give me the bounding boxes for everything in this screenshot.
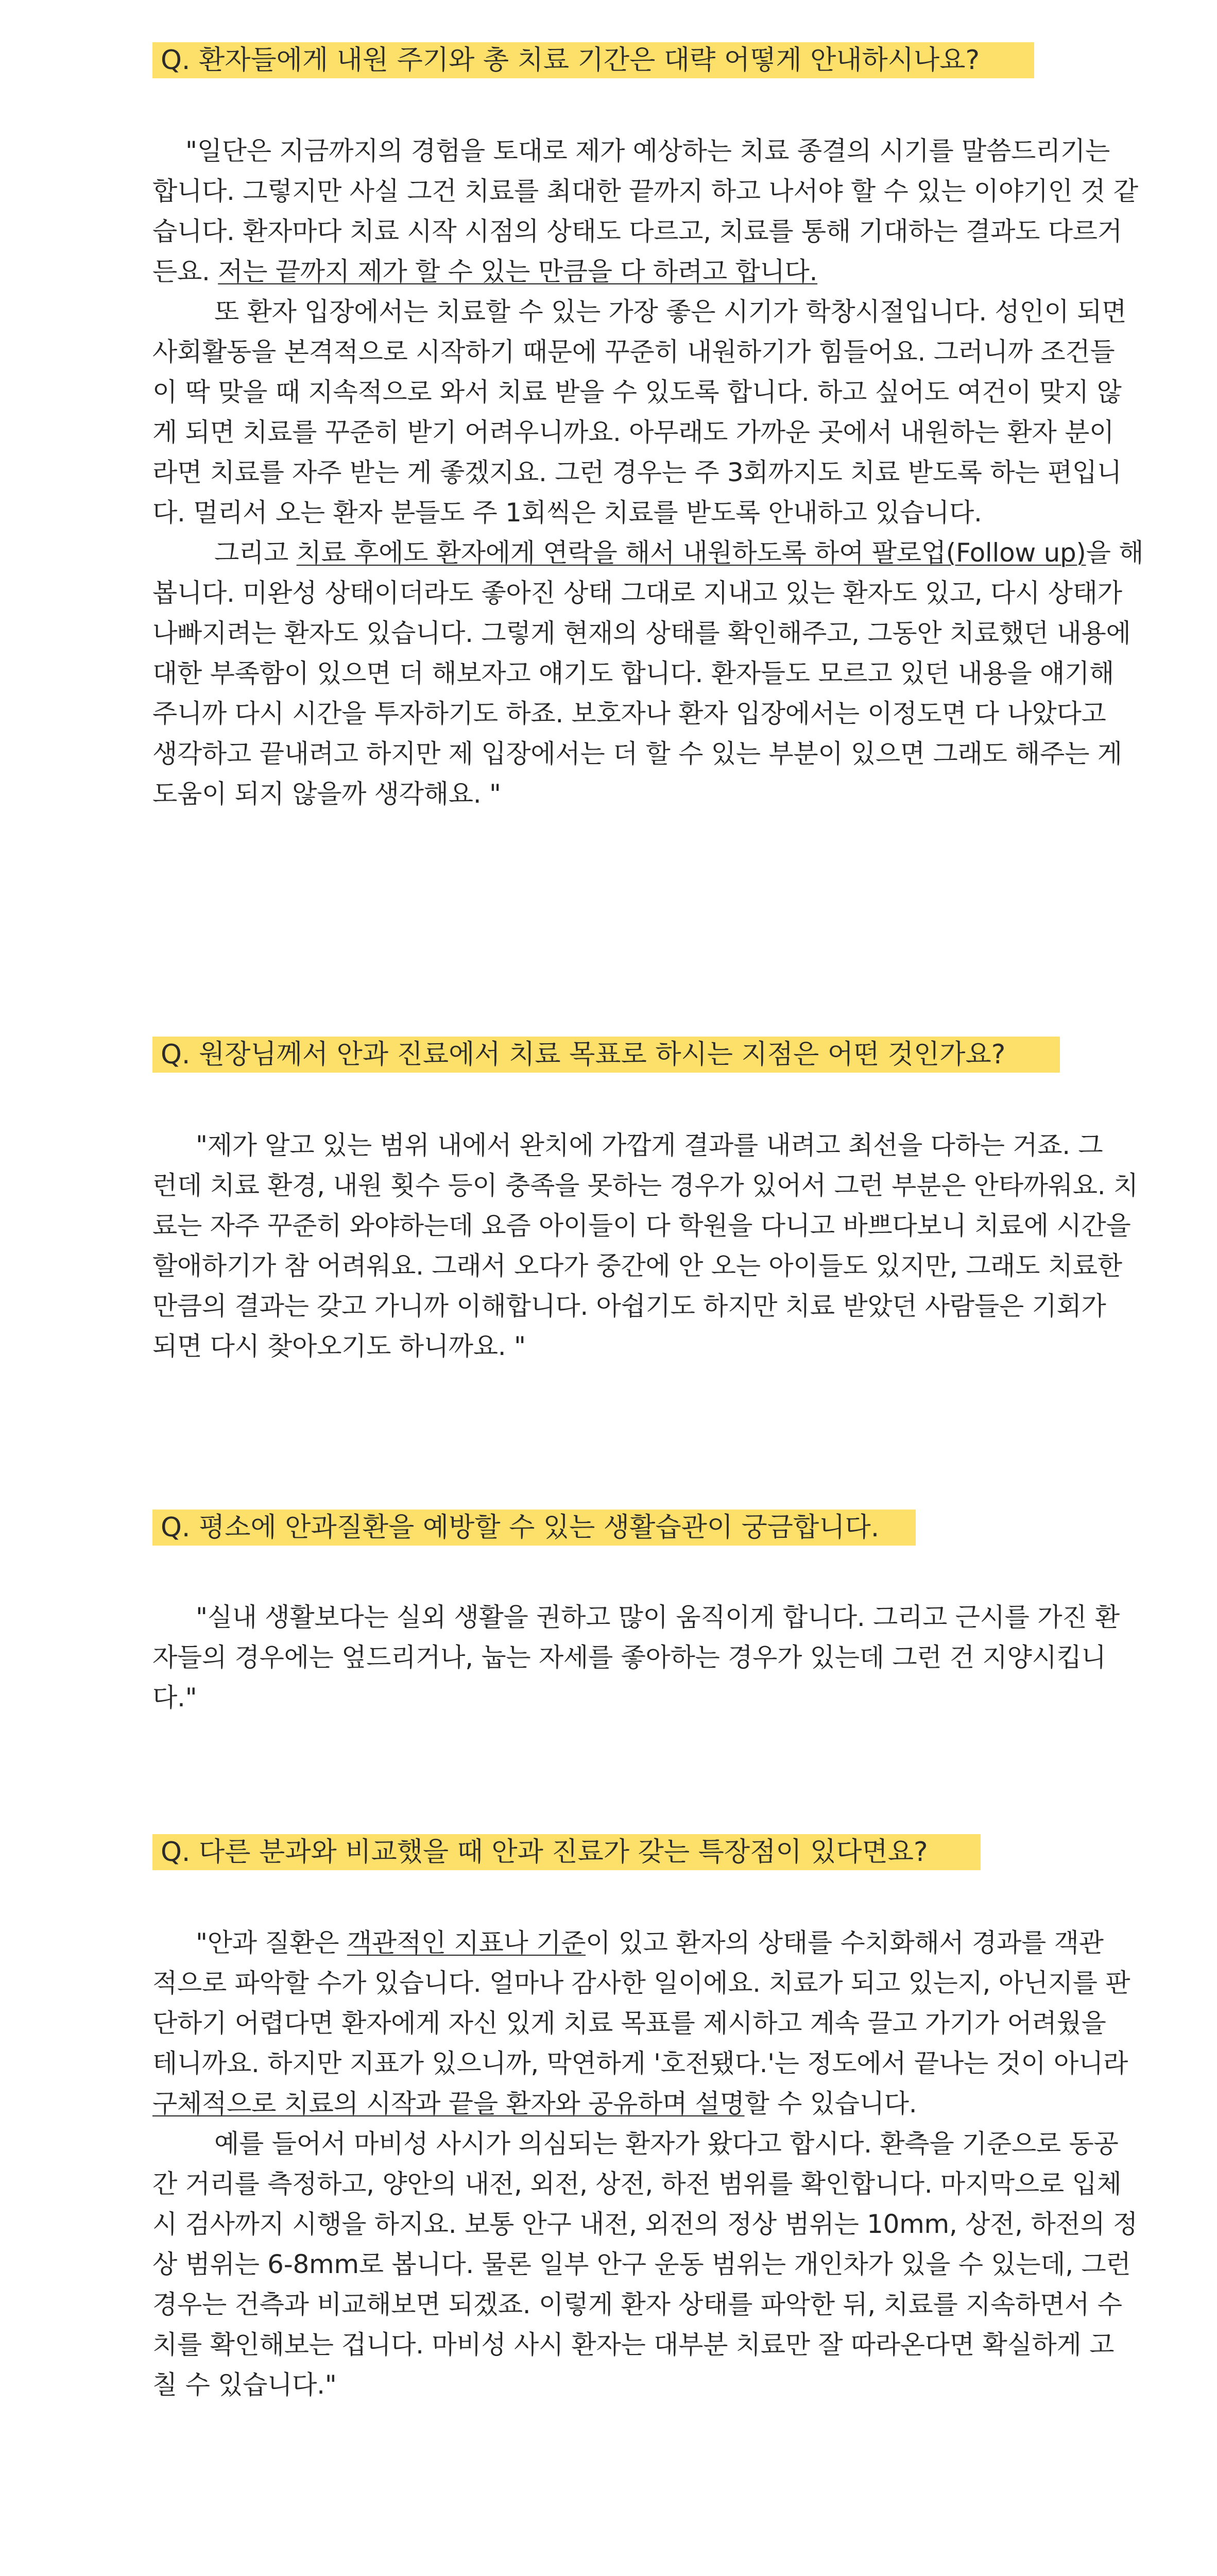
underlined-text: 치료 후에도 환자에게 연락을 해서 내원하도록 하여 팔로업(Follow up) (296, 538, 1086, 568)
question-q4: Q. 다른 분과와 비교했을 때 안과 진료가 갖는 특장점이 있다면요? (152, 1834, 981, 1870)
question-q2: Q. 원장님께서 안과 진료에서 치료 목표로 하시는 지점은 어떤 것인가요? (152, 1037, 1060, 1073)
answer-q1-p2: 또 환자 입장에서는 치료할 수 있는 가장 좋은 시기가 학창시절입니다. 성인이 되면 사회활동을 본격적으로 시작하기 때문에 꾸준히 내원하기가 힘들어요. 그러니까 조건들 이 딱 맞을 때 지속적으로 와서 치료 받을 수 있도록 합니다. 하고 싶어도 여건이 맞지 않 게 되면 치료를 꾸준히 받기 어려우니까요. 아무래도 가까운 곳에서 내원하는 환자 분이 라면 치료를 자주 받는 게 좋겠지요. 그런 경우는 주 3회까지도 치료 받도록 하는 편입니 다. 멀리서 오는 환자 분들도 주 1회씩은 치료를 받도록 안내하고 있습니다. (152, 297, 1127, 528)
answer-q2-p1: "제가 알고 있는 범위 내에서 완치에 가깝게 결과를 내려고 최선을 다하는 거죠. 그 런데 치료 환경, 내원 횟수 등이 충족을 못하는 경우가 있어서 그런 부분은 안타까워요. 치 료는 자주 꾸준히 와야하는데 요즘 아이들이 다 학원을 다니고 바쁘다보니 치료에 시간을 할애하기가 참 어려워요. 그래서 오다가 중간에 안 오는 아이들도 있지만, 그래도 치료한 만큼의 결과는 갖고 가니까 이해합니다. 아쉽기도 하지만 치료 받았던 사람들은 기회가 되면 다시 찾아오기도 하니까요. " (152, 1130, 1138, 1361)
question-q1: Q. 환자들에게 내원 주기와 총 치료 기간은 대략 어떻게 안내하시나요? (152, 42, 1034, 78)
answer-q4-p2: 예를 들어서 마비성 사시가 의심되는 환자가 왔다고 합시다. 환측을 기준으로 동공 간 거리를 측정하고, 양안의 내전, 외전, 상전, 하전 범위를 확인합니다. 마지막으로 입체 시 검사까지 시행을 하지요. 보통 안구 내전, 외전의 정상 범위는 10mm, 상전, 하전의 정 상 범위는 6-8mm로 봅니다. 물론 일부 안구 운동 범위는 개인차가 있을 수 있는데, 그런 경우는 건측과 비교해보면 되겠죠. 이렇게 환자 상태를 파악한 뒤, 치료를 지속하면서 수 치를 확인해보는 겁니다. 마비성 사시 환자는 대부분 치료만 잘 따라온다면 확실하게 고 칠 수 있습니다." (152, 2129, 1138, 2400)
answer-q3-p1: "실내 생활보다는 실외 생활을 권하고 많이 움직이게 합니다. 그리고 근시를 가진 환 자들의 경우에는 엎드리거나, 눕는 자세를 좋아하는 경우가 있는데 그런 건 지양시킵니 다." (152, 1602, 1120, 1713)
underlined-text: 저는 끝까지 제가 할 수 있는 만큼을 다 하려고 합니다. (218, 257, 818, 286)
question-q3: Q. 평소에 안과질환을 예방할 수 있는 생활습관이 궁금합니다. (152, 1510, 916, 1546)
answer-q1-p1: "일단은 지금까지의 경험을 토대로 제가 예상하는 치료 종결의 시기를 말씀드리기는 합니다. 그렇지만 사실 그건 치료를 최대한 끝까지 하고 나서야 할 수 있는 이야기인 것 같 습니다. 환자마다 치료 시작 시점의 상태도 다르고, 치료를 통해 기대하는 결과도 다르거 든요. 저는 끝까지 제가 할 수 있는 만큼을 다 하려고 합니다. (152, 136, 1138, 286)
answer-q1-p3: 그리고 치료 후에도 환자에게 연락을 해서 내원하도록 하여 팔로업(Follow up)을 해 봅니다. 미완성 상태이더라도 좋아진 상태 그대로 지내고 있는 환자도 있고, 다시 상태가 나빠지려는 환자도 있습니다. 그렇게 현재의 상태를 확인해주고, 그동안 치료했던 내용에 대한 부족함이 있으면 더 해보자고 얘기도 합니다. 환자들도 모르고 있던 내용을 얘기해 주니까 다시 시간을 투자하기도 하죠. 보호자나 환자 입장에서는 이정도면 다 나았다고 생각하고 끝내려고 하지만 제 입장에서는 더 할 수 있는 부분이 있으면 그래도 해주는 게 도움이 되지 않을까 생각해요. " (152, 538, 1144, 809)
underlined-text: 구체적으로 치료의 시작과 끝을 환자와 공유하며 설명 (152, 2089, 745, 2119)
underlined-text: 객관적인 지표나 기준 (347, 1928, 586, 1958)
answer-q4-p1: "안과 질환은 객관적인 지표나 기준이 있고 환자의 상태를 수치화해서 경과를 객관 적으로 파악할 수가 있습니다. 얼마나 감사한 일이에요. 치료가 되고 있는지, 아닌지를 판 단하기 어렵다면 환자에게 자신 있게 치료 목표를 제시하고 계속 끌고 가기가 어려웠을 테니까요. 하지만 지표가 있으니까, 막연하게 '호전됐다.'는 정도에서 끝나는 것이 아니라 구체적으로 치료의 시작과 끝을 환자와 공유하며 설명할 수 있습니다. (152, 1928, 1130, 2119)
